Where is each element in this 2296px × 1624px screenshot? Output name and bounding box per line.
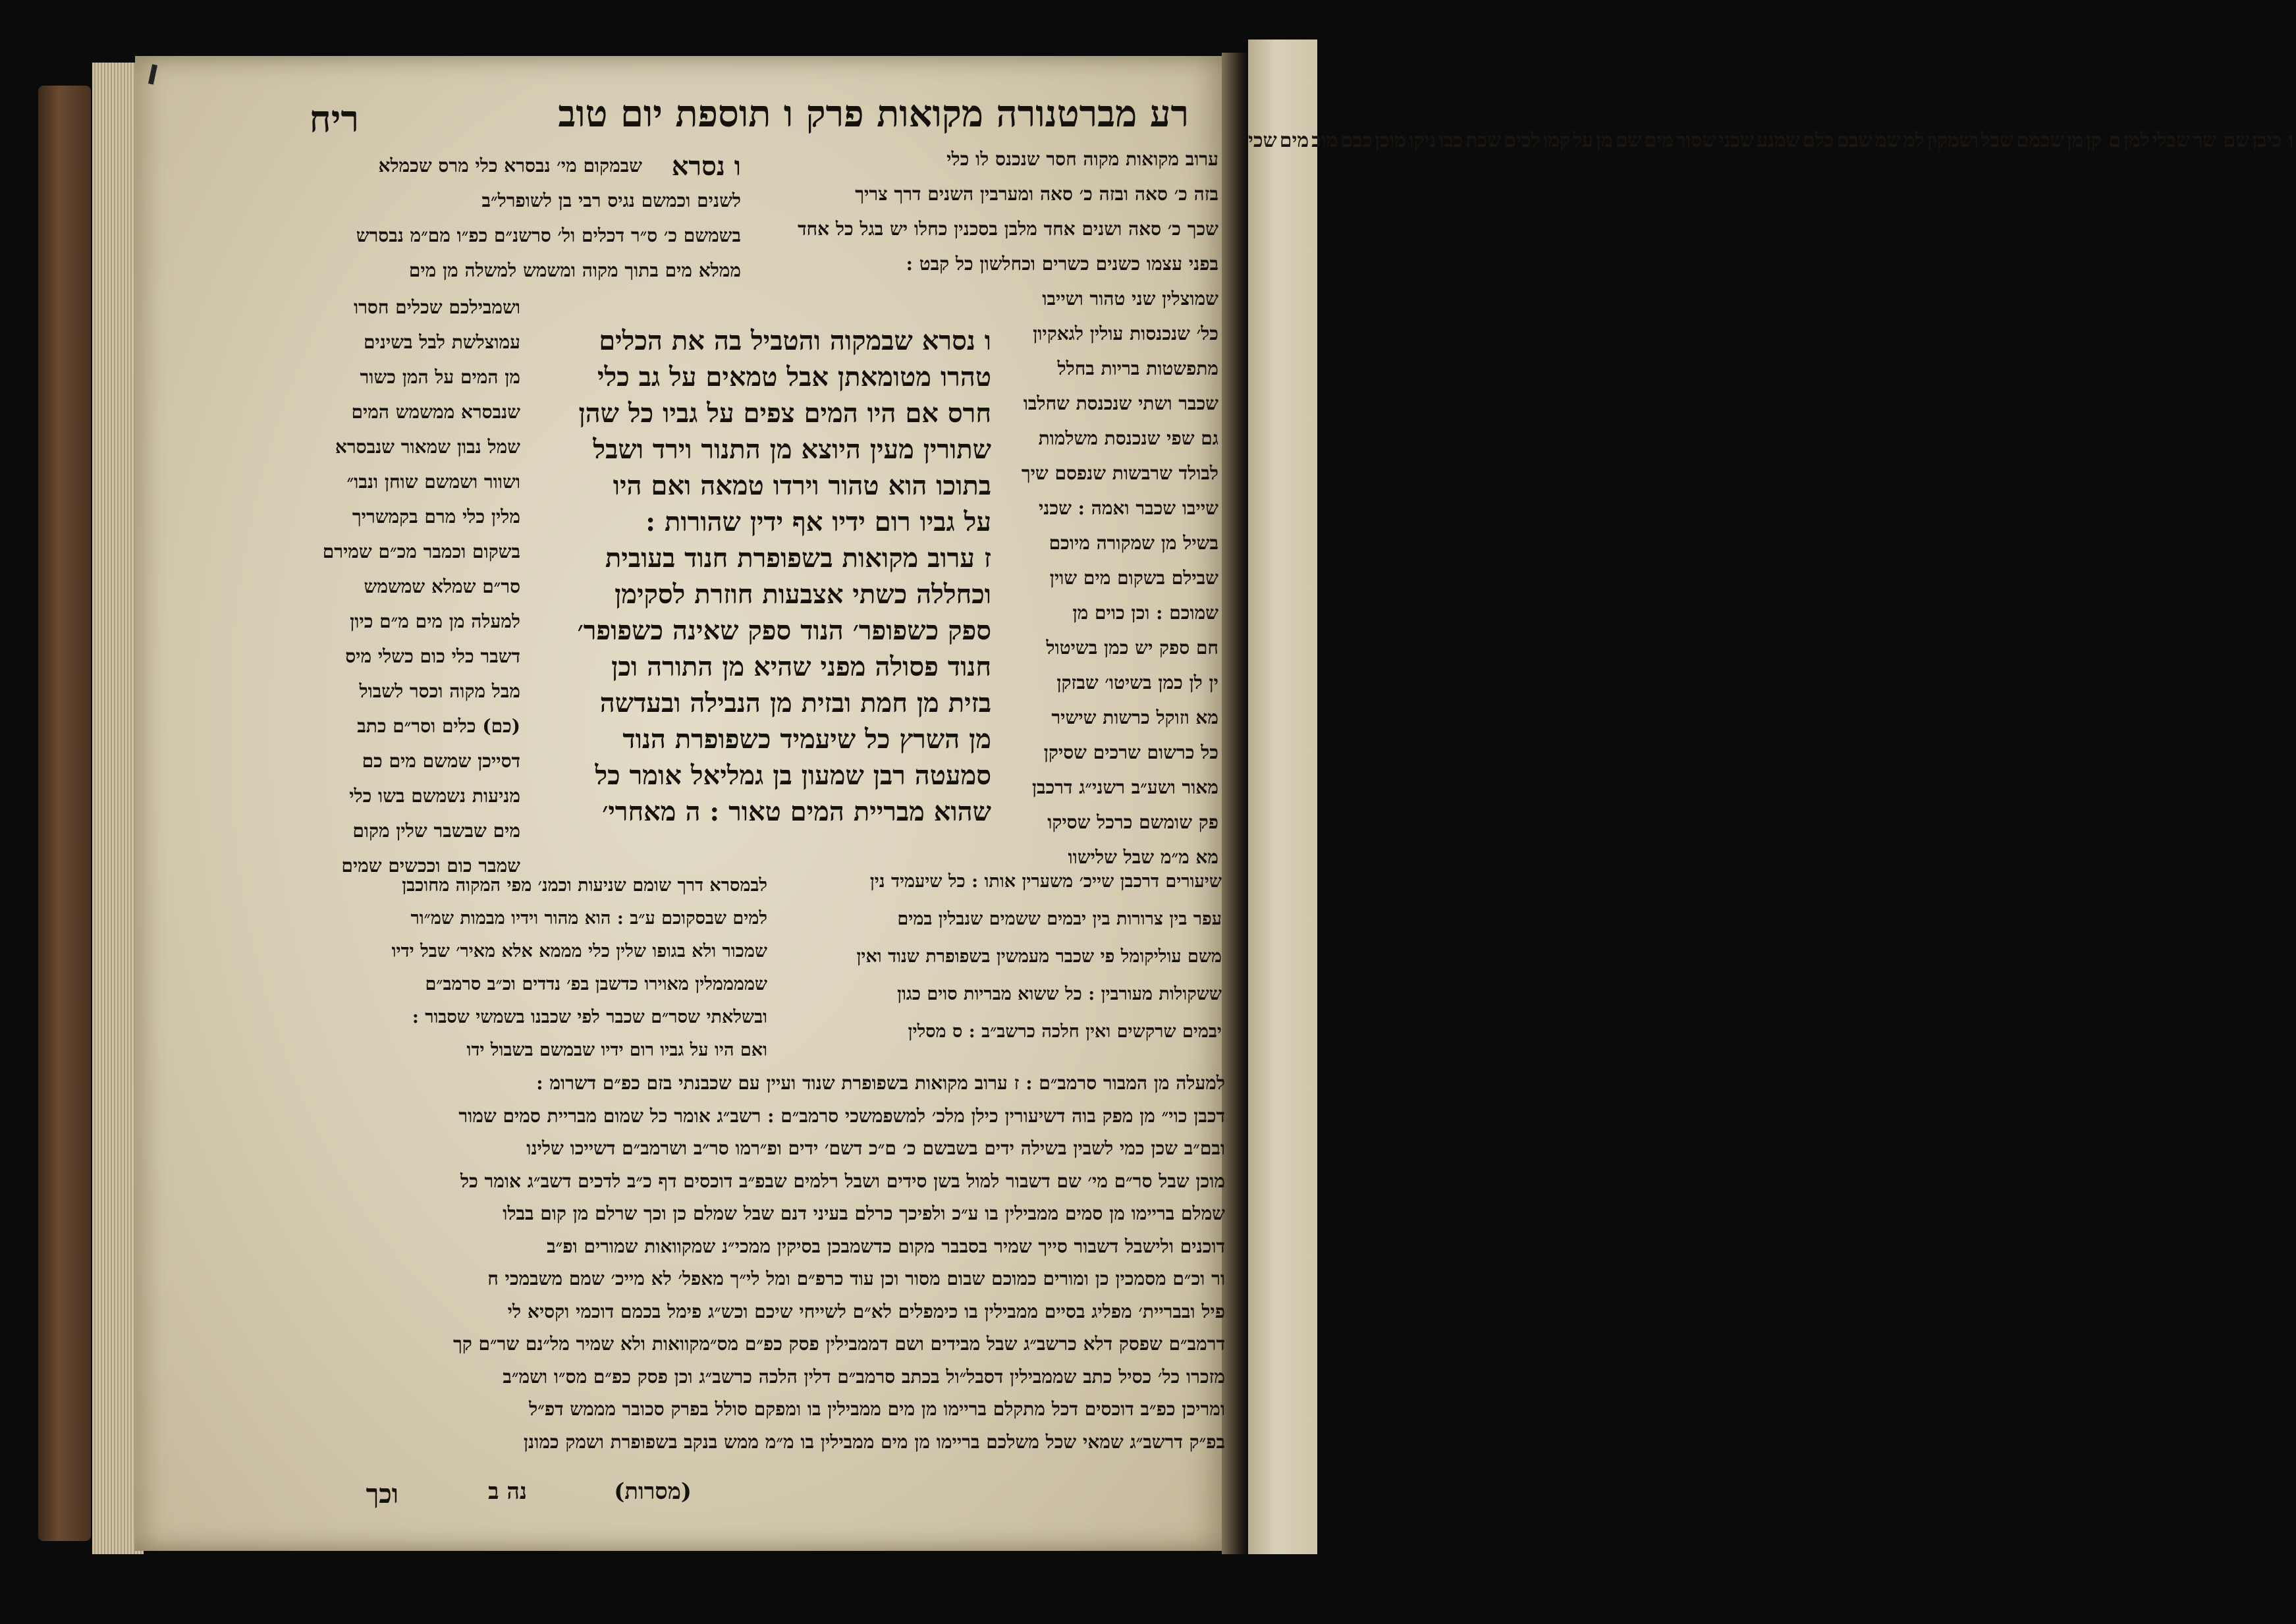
commentary-line: לבמסרא דרך שומם שניעות וכמנ׳ מפי המקוה מחוכבן	[402, 875, 767, 896]
right-page-fragment	[1248, 40, 2294, 1554]
mishnah-line: ז ערוב מקואות בשפופרת חנוד בעובית	[605, 543, 991, 574]
footer-catchword: (מסרות)	[614, 1478, 692, 1505]
commentary-line: למעלה מן המבור סרמב״ם : ז ערוב מקואות בשפופרת שנוד ועיין עם שכבנתי בזם כפ״ם דשרומ :	[536, 1072, 1225, 1094]
mishnah-line: חנוד פסולה מפני שהיא מן התורה וכן	[611, 651, 991, 682]
commentary-line: שמל נבון שמאור שנבסרא	[335, 436, 520, 458]
commentary-line: (כם) כלים וסר״ם כתב	[357, 715, 520, 737]
commentary-line: מים שבשבר שלין מקום	[352, 820, 520, 842]
commentary-line: דסייכן שמשם מים כם	[362, 750, 520, 772]
mishnah-line: שהוא מבריית המים טאור : ה מאחרי׳	[602, 796, 991, 827]
commentary-line: כל׳ שנכנסות עולין לגאקיון	[1033, 323, 1218, 344]
mishnah-line: שתורין מעין היוצא מן התנור וירד ושבל	[593, 434, 991, 465]
right-page-line: שבלי	[2152, 129, 2191, 152]
right-page-line: ושמקון	[1927, 129, 1979, 152]
commentary-line: מתפשטות בריות בחלל	[1057, 358, 1218, 379]
commentary-line: שבמקום מי׳ נבסרא כלי מרס שכמלא	[378, 155, 642, 176]
right-page-line: קמו	[1543, 129, 1571, 152]
commentary-line: ובם״ב שכן כמי לשבין בשילה ידים בשבשם כ׳ ם״כ דשם׳ ידים ופ״רמו סר״ב ושרמב״ם דשייכו שלינו	[526, 1137, 1225, 1159]
commentary-line: ששקולות מעורבין : כל ששוא מבריות סוים כגון	[897, 984, 1222, 1004]
right-page-line: ו כיבן	[2252, 129, 2294, 152]
mishnah-line: סמעטה רבן שמעון בן גמליאל אומר כל	[595, 760, 991, 791]
commentary-line: ור וכ״ם מסמכין כן ומורים כמוכם שבום מסור וכן עוד כרפ״ם ומל לי״ך מאפל׳ לא מייכ׳ שמם משבמכי ח	[487, 1268, 1225, 1289]
commentary-line: ומריכן כפ״ב דוכסים דכל מתקלם בריימו מן מים ממבילין בו ומפקם סולל בפרק סכובר מממש דפ״ל	[529, 1398, 1225, 1420]
commentary-line: ממלא מים בתוך מקוה ומשמש למשלה מן מים	[408, 259, 741, 281]
commentary-line: בשמשם כ׳ ס״ר דכלים ול׳ סרשנ״ם כפ״ו מם״מ נבסרש	[356, 225, 741, 246]
commentary-line: שמוכם : וכן כוים מן	[1072, 602, 1218, 624]
commentary-line: כל כרשום שרכים שסיקן	[1043, 742, 1218, 763]
commentary-line: דשבר כלי כום כשלי מיס	[345, 645, 520, 667]
commentary-line: שמוצלין שני טהור ושייבו	[1042, 288, 1218, 310]
commentary-line: למים שבסקוכם ע״ב : הוא מהור וידיו מבמות שמ״ור	[410, 908, 767, 929]
right-page-line: כלם	[1802, 129, 1834, 152]
right-page-line: למן	[2123, 129, 2150, 152]
commentary-line: שנבסרא ממשמש המים	[351, 401, 520, 423]
commentary-line: בפ״ק דרשב״ג שמאי שכל משלכם בריימו מן מים ממבילין בו מ״מ ממש בנקב בשפופרת ושמק כמונן	[523, 1430, 1225, 1453]
right-page-line: שכמם	[2016, 129, 2064, 152]
commentary-line: מלין כלי מרם בקמשריך	[352, 506, 520, 528]
right-page-line: למ	[1903, 129, 1925, 152]
mishnah-line: ו נסרא שבמקוה והטביל בה את הכלים	[599, 325, 991, 356]
commentary-line: מוכן שבל סר״ם מי׳ שם דשבור למול בשן סידים ושבל רלמים שבפ״ב דוכסים דף כ״ב לדכים דשב״ג אומר כל	[460, 1170, 1225, 1192]
mishnah-line: מן השרץ כל שיעמיד כשפופרת הנוד	[622, 724, 991, 755]
commentary-line: עמוצלשת לבל בשינים	[363, 331, 520, 353]
commentary-line: בזה כ׳ סאה ובזה כ׳ סאה ומערבין השנים דרך צריך	[855, 183, 1218, 205]
commentary-line: דוכנים ולישבל דשבור סייך שמיר בסבבר מקום כדשמבכן בסיקין ממכי״נ שמקוואות שמורים ופ״ב	[547, 1235, 1225, 1257]
mishnah-line: בתוכו הוא טהור וירדו טמאה ואם היו	[613, 470, 991, 501]
right-page-line: מים	[1644, 129, 1674, 152]
commentary-line: מן המים על המן כשור	[360, 366, 520, 388]
commentary-line: למעלה מן מים מ״ם כיון	[350, 610, 520, 632]
book-gutter	[1222, 53, 1251, 1554]
right-page-line: שסור	[1676, 129, 1716, 152]
commentary-line: יבמים שרקשים ואין חלכה כרשב״ב : ס מסלין	[908, 1021, 1222, 1042]
mishnah-line: טהרו מטומאתן אבל טמאים על גב כלי	[597, 362, 991, 392]
commentary-line: שמבר כום וככשים שמים	[341, 855, 520, 877]
bottom-commentary	[293, 1067, 1225, 1458]
mishnah-line: ספק כשפופר׳ הנוד ספק שאינה כשפופר׳	[577, 615, 991, 646]
right-page-line: שכת	[1465, 129, 1502, 152]
right-page-line: שכי	[1248, 129, 1277, 152]
commentary-line: ובשלאתי שסר״ם שכבר לפי שכבנו בשמשי שסבור :	[412, 1007, 767, 1027]
commentary-line: מבל מקוה וכסר לשבול	[359, 680, 520, 702]
book-cover-spine	[38, 86, 91, 1541]
commentary-line: פק שומשם כרכל שסיקו	[1047, 811, 1218, 833]
commentary-line: מא מ״מ שבל שלישוו	[1068, 846, 1218, 868]
right-page-line: מן	[1596, 129, 1613, 152]
commentary-line: ין לן כמן בשיטו׳ שבזקן	[1056, 672, 1218, 693]
commentary-line: פיל ובבריית׳ מפליג בסיים ממבילין בו כימפלים לא״ם לשייחי שיכם וכש״ג פימל בכמם דוכמי וקסיא לי	[507, 1300, 1225, 1322]
commentary-line: חם ספק יש כמן בשיטול	[1046, 637, 1218, 659]
middle-left-commentary	[283, 869, 767, 1067]
commentary-line: בפני עצמו כשנים כשרים וכחלשון כל קבט :	[906, 253, 1218, 275]
commentary-line: עפר בין צרורות בין יבמים ששמים שנבלין במים	[897, 909, 1222, 929]
commentary-line: דכבן כוי״ מן מפק בוה דשיעורין כילן מלכ׳ למשפמשכי סרמב״ם : רשב״ג אומר כל שמום מבריית סמים שמור	[458, 1104, 1225, 1127]
commentary-line: ושוור ושמשם שוחן ונבו״	[346, 471, 520, 493]
right-page-line: מוכן	[1375, 129, 1406, 152]
middle-right-commentary	[774, 863, 1222, 1050]
right-page-line: לכים	[1504, 129, 1541, 152]
right-page-line: כבו	[1438, 129, 1463, 152]
right-page-line: שם	[1615, 129, 1642, 152]
commentary-line: ואם היו על גביו רום ידיו שבמשם בשבול ידו	[466, 1040, 767, 1060]
commentary-heading: ו נסרא	[671, 151, 741, 182]
commentary-line: שיעורים דרכבן שייכ׳ משערין אותו : כל שיעמיד נין	[869, 871, 1222, 892]
right-page-line: ניקו	[1408, 129, 1436, 152]
commentary-line: מא וזוקל כרשות שישיר	[1051, 707, 1218, 728]
mishnah-line: וכחללה כשתי אצבעות חוזרת לסקימן	[615, 579, 991, 610]
commentary-line: משם עוליקומל פי שכבר מעמשין בשפופרת שנוד ואין	[856, 946, 1222, 967]
right-page-lines	[1248, 40, 2294, 163]
commentary-line: לשנים וכמשם נגיס רבי בן לשופרל״ב	[481, 190, 741, 211]
commentary-line: בשיל מן שמקורה מיוכם	[1049, 532, 1218, 554]
commentary-line: שמלם בריימו מן סמים ממבילין בו ע״כ ולפיכך כרלם בעיני דנם שבל שמלם כן וכך שרלם מן קום בבלו	[503, 1203, 1225, 1224]
commentary-line: שכך כ׳ סאה ושנים אחד מלבן בסכנין כחלו יש בגל כל אחד	[798, 218, 1218, 240]
commentary-line: סר״ם שמלא שמשמש	[364, 576, 520, 597]
commentary-line: לבולד שרבשות שנפסם שיך	[1021, 462, 1218, 484]
mishnah-line: בזית מן חמת ובזית מן הנבילה ובעדשה	[599, 688, 991, 718]
right-page-line: שבם	[1836, 129, 1872, 152]
commentary-line: שייבו שכבר ואמה : שכני	[1038, 497, 1218, 519]
catchword-bottom: וכך	[366, 1478, 398, 1509]
right-page-line: שבל	[1981, 129, 2014, 152]
mishnah-text	[527, 323, 991, 830]
left-commentary-column	[270, 290, 520, 883]
right-page-line: שמ	[1874, 129, 1901, 152]
right-page-line: שכני	[1718, 129, 1755, 152]
right-page-line: מן	[2066, 129, 2084, 152]
commentary-line: שכבר ושתי שנכנסת שחלבו	[1023, 392, 1218, 414]
commentary-line: מזכרו כל׳ כסיל כתב שממבילין דסבל״ול בכתב סרמב״ם דלין הלכה כרשב״ג וכן פסק כפ״ם מס״ו ושמ״ב	[503, 1365, 1225, 1388]
commentary-line: מאור ושע״ב רשני״ג דרכבן	[1031, 776, 1218, 798]
right-page-line: שמנע	[1757, 129, 1800, 152]
right-page-line: כבם	[1340, 129, 1373, 152]
right-page-line: מים	[1279, 129, 1309, 152]
commentary-line: דרמב״ם שפסק דלא כרשב״ג שבל מבידים ושם דממבילין פסק כפ״ם מס״מקוואות ולא שמיר מל״נם שר״ם קך	[452, 1333, 1225, 1355]
commentary-line: מניעות נשמשם בשו כלי	[349, 785, 520, 807]
right-page-line: מוכ	[1311, 129, 1338, 152]
commentary-line: ערוב מקואות מקוה חסר שנכנס לו כלי	[946, 148, 1218, 170]
top-left-commentary	[270, 148, 741, 288]
commentary-line: ושמבילכם שכלים חסרו	[353, 296, 520, 318]
commentary-line: שבילם בשקום מים שוין	[1049, 567, 1218, 589]
right-page-line: שם שר	[2193, 129, 2250, 152]
running-head-title: רע מברטנורה מקואות פרק ו תוספת יום טוב	[558, 92, 1189, 136]
right-page-line: ם קן	[2086, 129, 2121, 152]
commentary-line: שממממלין מאוירו כדשבן בפ׳ נדדים וכ״ב סרמב״ם	[425, 974, 767, 994]
commentary-line: גם שפי שנכנסת משלמות	[1038, 427, 1218, 449]
commentary-line: בשקום וכמבר מכ״ם שמירם	[322, 541, 520, 562]
right-page-line: על	[1573, 129, 1594, 152]
mishnah-line: על גביו רום ידיו אף ידין שהורות :	[645, 506, 991, 537]
signature-mark: נה ב	[488, 1478, 527, 1505]
mishnah-line: חרס אם היו המים צפים על גביו כל שהן	[578, 398, 991, 429]
running-head-folio: ריח	[309, 97, 359, 141]
commentary-line: שמכור ולא בגופו שלין כלי מממא אלא מאיר׳ שבל ידיו	[391, 941, 767, 961]
